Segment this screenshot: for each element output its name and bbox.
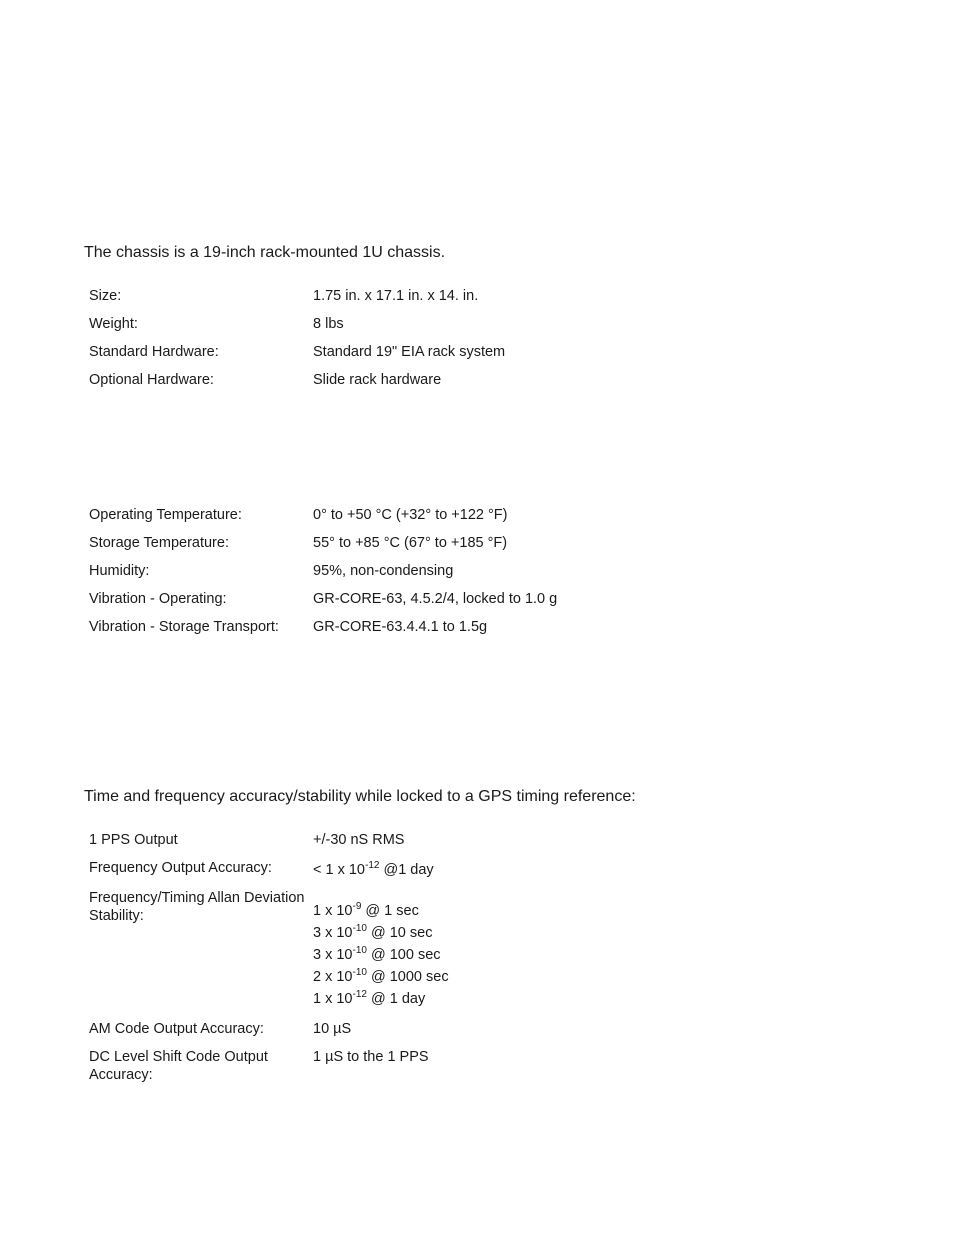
spec-row-am-code-output-accuracy [89, 1020, 689, 1038]
spec-row-allan-deviation-stability [89, 889, 689, 1010]
value-base: < 1 x 10 [313, 862, 365, 878]
spec-value: 95%, non-condensing [313, 563, 454, 579]
spec-row-weight [89, 315, 689, 333]
stability-line [313, 944, 689, 966]
spec-value-list [313, 900, 689, 1010]
stability-line [313, 922, 689, 944]
environmental-spec-table [89, 506, 689, 636]
spec-label: Humidity: [89, 563, 150, 579]
value-exponent: -12 [365, 860, 380, 871]
spec-label: Operating Temperature: [89, 507, 242, 523]
spec-value: 0° to +50 °C (+32° to +122 °F) [313, 507, 508, 523]
value-suffix: @1 day [379, 862, 434, 878]
spec-row-operating-temperature [89, 506, 689, 524]
value-suffix: @ 1 day [366, 991, 426, 1007]
spec-row-vibration-storage [89, 618, 689, 636]
spec-label: Vibration - Storage Transport: [89, 619, 279, 635]
spec-row-1pps-output [89, 831, 689, 849]
spec-label: Vibration - Operating: [89, 591, 227, 607]
value-suffix: @ 100 sec [366, 947, 441, 963]
spec-label: Frequency Output Accuracy: [89, 860, 272, 876]
stability-line [313, 988, 689, 1010]
spec-label: 1 PPS Output [89, 832, 178, 848]
spec-label: Storage Temperature: [89, 535, 229, 551]
value-exponent: -12 [352, 989, 367, 1000]
value-exponent: -10 [352, 945, 367, 956]
spec-row-optional-hardware [89, 371, 689, 389]
spec-value: GR-CORE-63, 4.5.2/4, locked to 1.0 g [313, 591, 558, 607]
spec-value: 1.75 in. x 17.1 in. x 14. in. [313, 288, 479, 304]
spec-row-frequency-output-accuracy [89, 859, 689, 879]
spec-value: GR-CORE-63.4.4.1 to 1.5g [313, 619, 488, 635]
spec-value: Slide rack hardware [313, 372, 442, 388]
spec-label: Weight: [89, 316, 138, 332]
spec-value: 55° to +85 °C (67° to +185 °F) [313, 535, 508, 551]
spec-value [313, 861, 689, 879]
spec-label: Optional Hardware: [89, 372, 214, 388]
spec-label: AM Code Output Accuracy: [89, 1021, 264, 1037]
spec-label: Frequency/Timing Allan Deviation Stability: [89, 890, 305, 924]
value-exponent: -10 [352, 967, 367, 978]
value-suffix: @ 1 sec [361, 903, 419, 919]
chassis-intro: The chassis is a 19-inch rack-mounted 1U chassis. [84, 244, 446, 261]
value-suffix: @ 1000 sec [366, 969, 449, 985]
value-suffix: @ 10 sec [366, 925, 433, 941]
stability-line [313, 900, 689, 922]
spec-row-size [89, 287, 689, 305]
spec-row-storage-temperature [89, 534, 689, 552]
spec-value: 1 µS to the 1 PPS [313, 1049, 429, 1065]
chassis-spec-table [89, 287, 689, 389]
value-base: 1 x 10 [313, 991, 353, 1007]
value-base: 3 x 10 [313, 947, 353, 963]
value-exponent: -10 [352, 923, 367, 934]
spec-value: Standard 19" EIA rack system [313, 344, 506, 360]
spec-label: DC Level Shift Code Output Accuracy: [89, 1049, 268, 1083]
accuracy-intro: Time and frequency accuracy/stability while locked to a GPS timing reference: [84, 788, 636, 805]
spec-label: Standard Hardware: [89, 344, 219, 360]
value-base: 3 x 10 [313, 925, 353, 941]
value-base: 2 x 10 [313, 969, 353, 985]
spec-row-vibration-operating [89, 590, 689, 608]
stability-line [313, 966, 689, 988]
spec-value: 10 µS [313, 1021, 352, 1037]
spec-value: 8 lbs [313, 316, 344, 332]
spec-row-standard-hardware [89, 343, 689, 361]
spec-label: Size: [89, 288, 122, 304]
spec-row-humidity [89, 562, 689, 580]
accuracy-spec-table [89, 831, 689, 1084]
value-base: 1 x 10 [313, 903, 353, 919]
spec-value: +/-30 nS RMS [313, 832, 405, 848]
spec-row-dc-level-shift-accuracy [89, 1048, 689, 1084]
value-exponent: -9 [352, 901, 362, 912]
